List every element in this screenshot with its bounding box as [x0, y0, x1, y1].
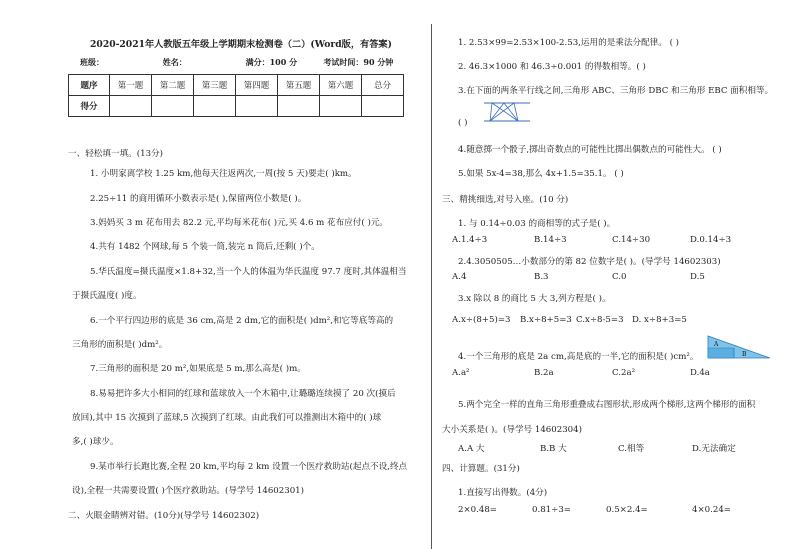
- option: C.0: [612, 272, 627, 282]
- calc-item: 4×0.24=: [692, 505, 732, 515]
- calc-item: 2×0.48=: [458, 505, 498, 515]
- section-heading: 一、轻松填一填。(13分): [68, 149, 163, 159]
- calc-item: 0.5×2.4=: [606, 505, 648, 515]
- question-text: 1. 小明家离学校 1.25 km,他每天往返两次,一周(按 5 天)要走( )km。: [90, 169, 357, 179]
- label-b: B: [742, 351, 747, 358]
- option: B.B 大: [540, 444, 567, 454]
- column-divider: [431, 24, 432, 549]
- score-header-cell: 第一题: [110, 75, 152, 96]
- calc-item: 0.81÷3=: [532, 505, 572, 515]
- exam-time: 考试时间：90 分钟: [323, 57, 394, 67]
- question-text: 放回),其中 15 次摸到了蓝球,5 次摸到了红球。由此我们可以推测出木箱中的( )球: [72, 413, 382, 423]
- option: A.x÷(8+5)=3: [452, 315, 511, 325]
- question-text: 5.两个完全一样的直角三角形重叠成右图形状,形成两个梯形,这两个梯形的面积: [458, 400, 756, 410]
- option: C.14÷30: [612, 235, 651, 245]
- option: A.4: [452, 272, 467, 282]
- option: C.x÷8-5=3: [576, 315, 624, 325]
- question-text: 1. 2.53×99=2.53×100-2.53,运用的是乘法分配律。 ( ): [458, 38, 680, 48]
- question-text: 2.4.3050505…小数部分的第 82 位数字是( )。(导学号 14602303): [458, 257, 721, 267]
- section-heading: 二、火眼金睛辨对错。(10分)(导学号 14602302): [68, 511, 260, 521]
- question-text: 4.一个三角形的底是 2a cm,高是底的一半,它的面积是( )cm²。: [458, 352, 699, 362]
- class-label: 班级：: [80, 57, 104, 67]
- score-label-cell: 得分: [69, 96, 110, 117]
- question-text: 6.一个平行四边形的底是 36 cm,高是 2 dm,它的面积是( )dm²,和它等底等高的: [90, 316, 394, 326]
- score-header-cell: 第六题: [320, 75, 362, 96]
- section-heading: 四、计算题。(31分): [442, 464, 520, 474]
- score-entry-cell[interactable]: [278, 96, 320, 117]
- question-text: 3.在下面的两条平行线之间,三角形 ABC、三角形 DBC 和三角形 EBC 面积相等。: [458, 86, 774, 96]
- score-header-cell: 第四题: [236, 75, 278, 96]
- score-header-cell: 题序: [69, 75, 110, 96]
- options-row: [452, 442, 736, 454]
- score-header-cell: 总分: [362, 75, 404, 96]
- score-header-cell: 第五题: [278, 75, 320, 96]
- question-text: 2. 46.3×1000 和 46.3÷0.001 的得数相等。( ): [458, 62, 646, 72]
- option: B.14÷3: [534, 235, 567, 245]
- question-text: ( ): [458, 118, 468, 128]
- section-heading: 三、精挑细选,对号入座。(10 分): [442, 195, 569, 205]
- question-text: 7.三角形的面积是 20 m²,如果底是 5 m,那么高是( )m。: [90, 364, 306, 374]
- question-text: 8.易易把许多大小相同的红球和蓝球放入一个木箱中,让璐璐连续摸了 20 次(摸后: [90, 389, 396, 399]
- options-row: [452, 368, 710, 378]
- student-info: [80, 57, 410, 68]
- question-text: 9.某市举行长跑比赛,全程 20 km,平均每 2 km 设置一个医疗救助站(起点不设,终点: [90, 462, 408, 472]
- parallel-lines-figure: [484, 100, 530, 124]
- question-text: 多,( )球少。: [72, 437, 119, 447]
- calc-items-row: [458, 505, 731, 515]
- option: B.x÷8+5=3: [520, 315, 572, 325]
- question-text: 4.随意掷一个骰子,掷出奇数点的可能性比掷出偶数点的可能性大。 ( ): [458, 145, 722, 155]
- option: D.5: [690, 272, 705, 282]
- score-entry-cell[interactable]: [152, 96, 194, 117]
- options-row: [452, 272, 705, 282]
- option: C.2a²: [612, 368, 636, 378]
- question-text: 4.共有 1482 个网球,每 5 个装一筒,装完 n 筒后,还剩( )个。: [90, 242, 320, 252]
- score-entry-cell[interactable]: [320, 96, 362, 117]
- option: B.3: [534, 272, 549, 282]
- trapezoid-a: [708, 348, 734, 358]
- question-text: 5.如果 5x-4=38,那么 4x+1.5=35.1。 ( ): [458, 169, 624, 179]
- question-text: 1.直接写出得数。(4分): [458, 488, 548, 498]
- option: B.2a: [534, 368, 554, 378]
- option: A.a²: [452, 368, 470, 378]
- score-entry-cell[interactable]: [236, 96, 278, 117]
- page-title: 2020-2021年人教版五年级上学期期末检测卷（二）(Word版，有答案): [90, 39, 392, 50]
- option: D.0.14÷3: [690, 235, 732, 245]
- score-entry-cell[interactable]: [362, 96, 404, 117]
- option: D.无法确定: [692, 444, 736, 454]
- option: A.A 大: [458, 444, 485, 454]
- option: D. x÷8+3=5: [632, 315, 687, 325]
- option: A.1.4÷3: [452, 235, 488, 245]
- question-text: 3.x 除以 8 的商比 5 大 3,列方程是( )。: [458, 294, 611, 304]
- name-label: 姓名：: [162, 57, 187, 67]
- score-table-score-row: [69, 96, 404, 117]
- score-header-cell: 第三题: [194, 75, 236, 96]
- score-entry-cell[interactable]: [110, 96, 152, 117]
- question-text: 设),全程一共需要设置( )个医疗救助站。(导学号 14602301): [72, 486, 304, 496]
- score-header-cell: 第二题: [152, 75, 194, 96]
- options-row: [452, 315, 687, 325]
- score-entry-cell[interactable]: [194, 96, 236, 117]
- score-table-header-row: [69, 75, 404, 96]
- question-text: 2.25÷11 的商用循环小数表示是( ),保留两位小数是( )。: [90, 194, 307, 204]
- question-text: 3.妈妈买 3 m 花布用去 82.2 元,平均每米花布( )元,买 4.6 m 花布应付( )元。: [90, 218, 389, 228]
- question-text: 5.华氏温度=摄氏温度×1.8+32,当一个人的体温为华氏温度 97.7 度时,其体温相当: [90, 267, 407, 277]
- option: C.相等: [618, 444, 645, 454]
- full-score: 满分：100 分: [245, 57, 298, 67]
- question-text: 1. 与 0.14÷0.03 的商相等的式子是( )。: [458, 219, 616, 229]
- right-triangles-figure: [706, 334, 772, 362]
- question-text: 大小关系是( )。(导学号 14602304): [442, 425, 582, 435]
- score-table: [68, 74, 404, 117]
- question-text: 三角形的面积是( )dm²。: [72, 340, 168, 350]
- label-a: A: [714, 341, 719, 348]
- option: D.4a: [690, 368, 710, 378]
- question-text: 于摄氏温度( )度。: [72, 291, 142, 301]
- options-row: [452, 235, 731, 245]
